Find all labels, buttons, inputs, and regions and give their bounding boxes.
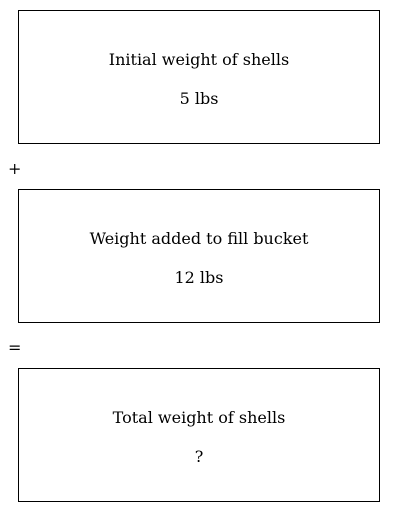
plus-operator: + [8, 159, 22, 178]
total-weight-value: ? [194, 447, 204, 466]
total-weight-box [18, 368, 380, 502]
initial-weight-box [18, 10, 380, 144]
added-weight-label: Weight added to fill bucket [89, 229, 309, 248]
added-weight-value: 12 lbs [174, 268, 224, 287]
initial-weight-label: Initial weight of shells [108, 50, 290, 69]
total-weight-label: Total weight of shells [112, 408, 286, 427]
equals-operator: = [8, 338, 22, 357]
initial-weight-value: 5 lbs [179, 89, 219, 108]
added-weight-box [18, 189, 380, 323]
